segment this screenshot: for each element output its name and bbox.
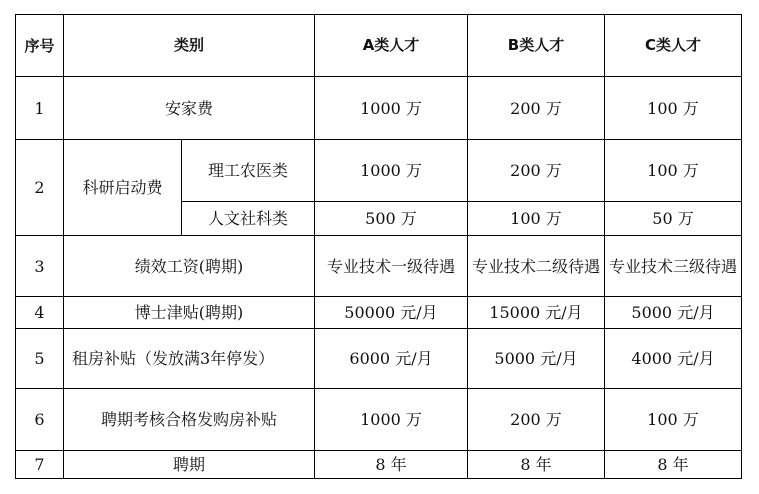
cell-b: 8 年 [468,451,605,479]
cell-b: 100 万 [468,202,605,236]
cell-c: 100 万 [605,389,742,451]
row-category: 租房补贴（发放满3年停发） [64,329,315,389]
cell-b: 200 万 [468,140,605,202]
row-no: 4 [16,297,64,329]
row-category: 科研启动费 [64,140,182,236]
table-row [16,329,742,389]
table-row [16,140,742,202]
table-row [16,451,742,479]
cell-a: 8 年 [315,451,468,479]
cell-c: 4000 元/月 [605,329,742,389]
cell-b: 200 万 [468,77,605,140]
header-row [16,15,742,77]
table-row [16,236,742,297]
row-category: 博士津贴(聘期) [64,297,315,329]
row-category: 聘期 [64,451,315,479]
cell-a: 6000 元/月 [315,329,468,389]
row-no: 7 [16,451,64,479]
cell-a: 50000 元/月 [315,297,468,329]
header-no: 序号 [16,15,64,77]
row-no: 6 [16,389,64,451]
sub-category: 人文社科类 [182,202,315,236]
clipped-top-text [0,0,759,10]
sub-category: 理工农医类 [182,140,315,202]
cell-c: 100 万 [605,77,742,140]
cell-b: 15000 元/月 [468,297,605,329]
cell-b: 200 万 [468,389,605,451]
cell-c: 专业技术三级待遇 [605,236,742,297]
row-category: 聘期考核合格发购房补贴 [64,389,315,451]
header-b: B类人才 [468,15,605,77]
table-row [16,389,742,451]
table-row [16,77,742,140]
cell-a: 专业技术一级待遇 [315,236,468,297]
cell-b: 5000 元/月 [468,329,605,389]
cell-c: 5000 元/月 [605,297,742,329]
cell-a: 1000 万 [315,389,468,451]
cell-a: 1000 万 [315,77,468,140]
row-no: 5 [16,329,64,389]
row-no: 1 [16,77,64,140]
row-category: 安家费 [64,77,315,140]
cell-b: 专业技术二级待遇 [468,236,605,297]
talent-benefits-table [15,14,742,479]
row-no: 3 [16,236,64,297]
header-category: 类别 [64,15,315,77]
header-c: C类人才 [605,15,742,77]
cell-c: 8 年 [605,451,742,479]
cell-c: 50 万 [605,202,742,236]
table-row [16,297,742,329]
row-category: 绩效工资(聘期) [64,236,315,297]
cell-c: 100 万 [605,140,742,202]
header-a: A类人才 [315,15,468,77]
cell-a: 500 万 [315,202,468,236]
cell-a: 1000 万 [315,140,468,202]
row-no: 2 [16,140,64,236]
